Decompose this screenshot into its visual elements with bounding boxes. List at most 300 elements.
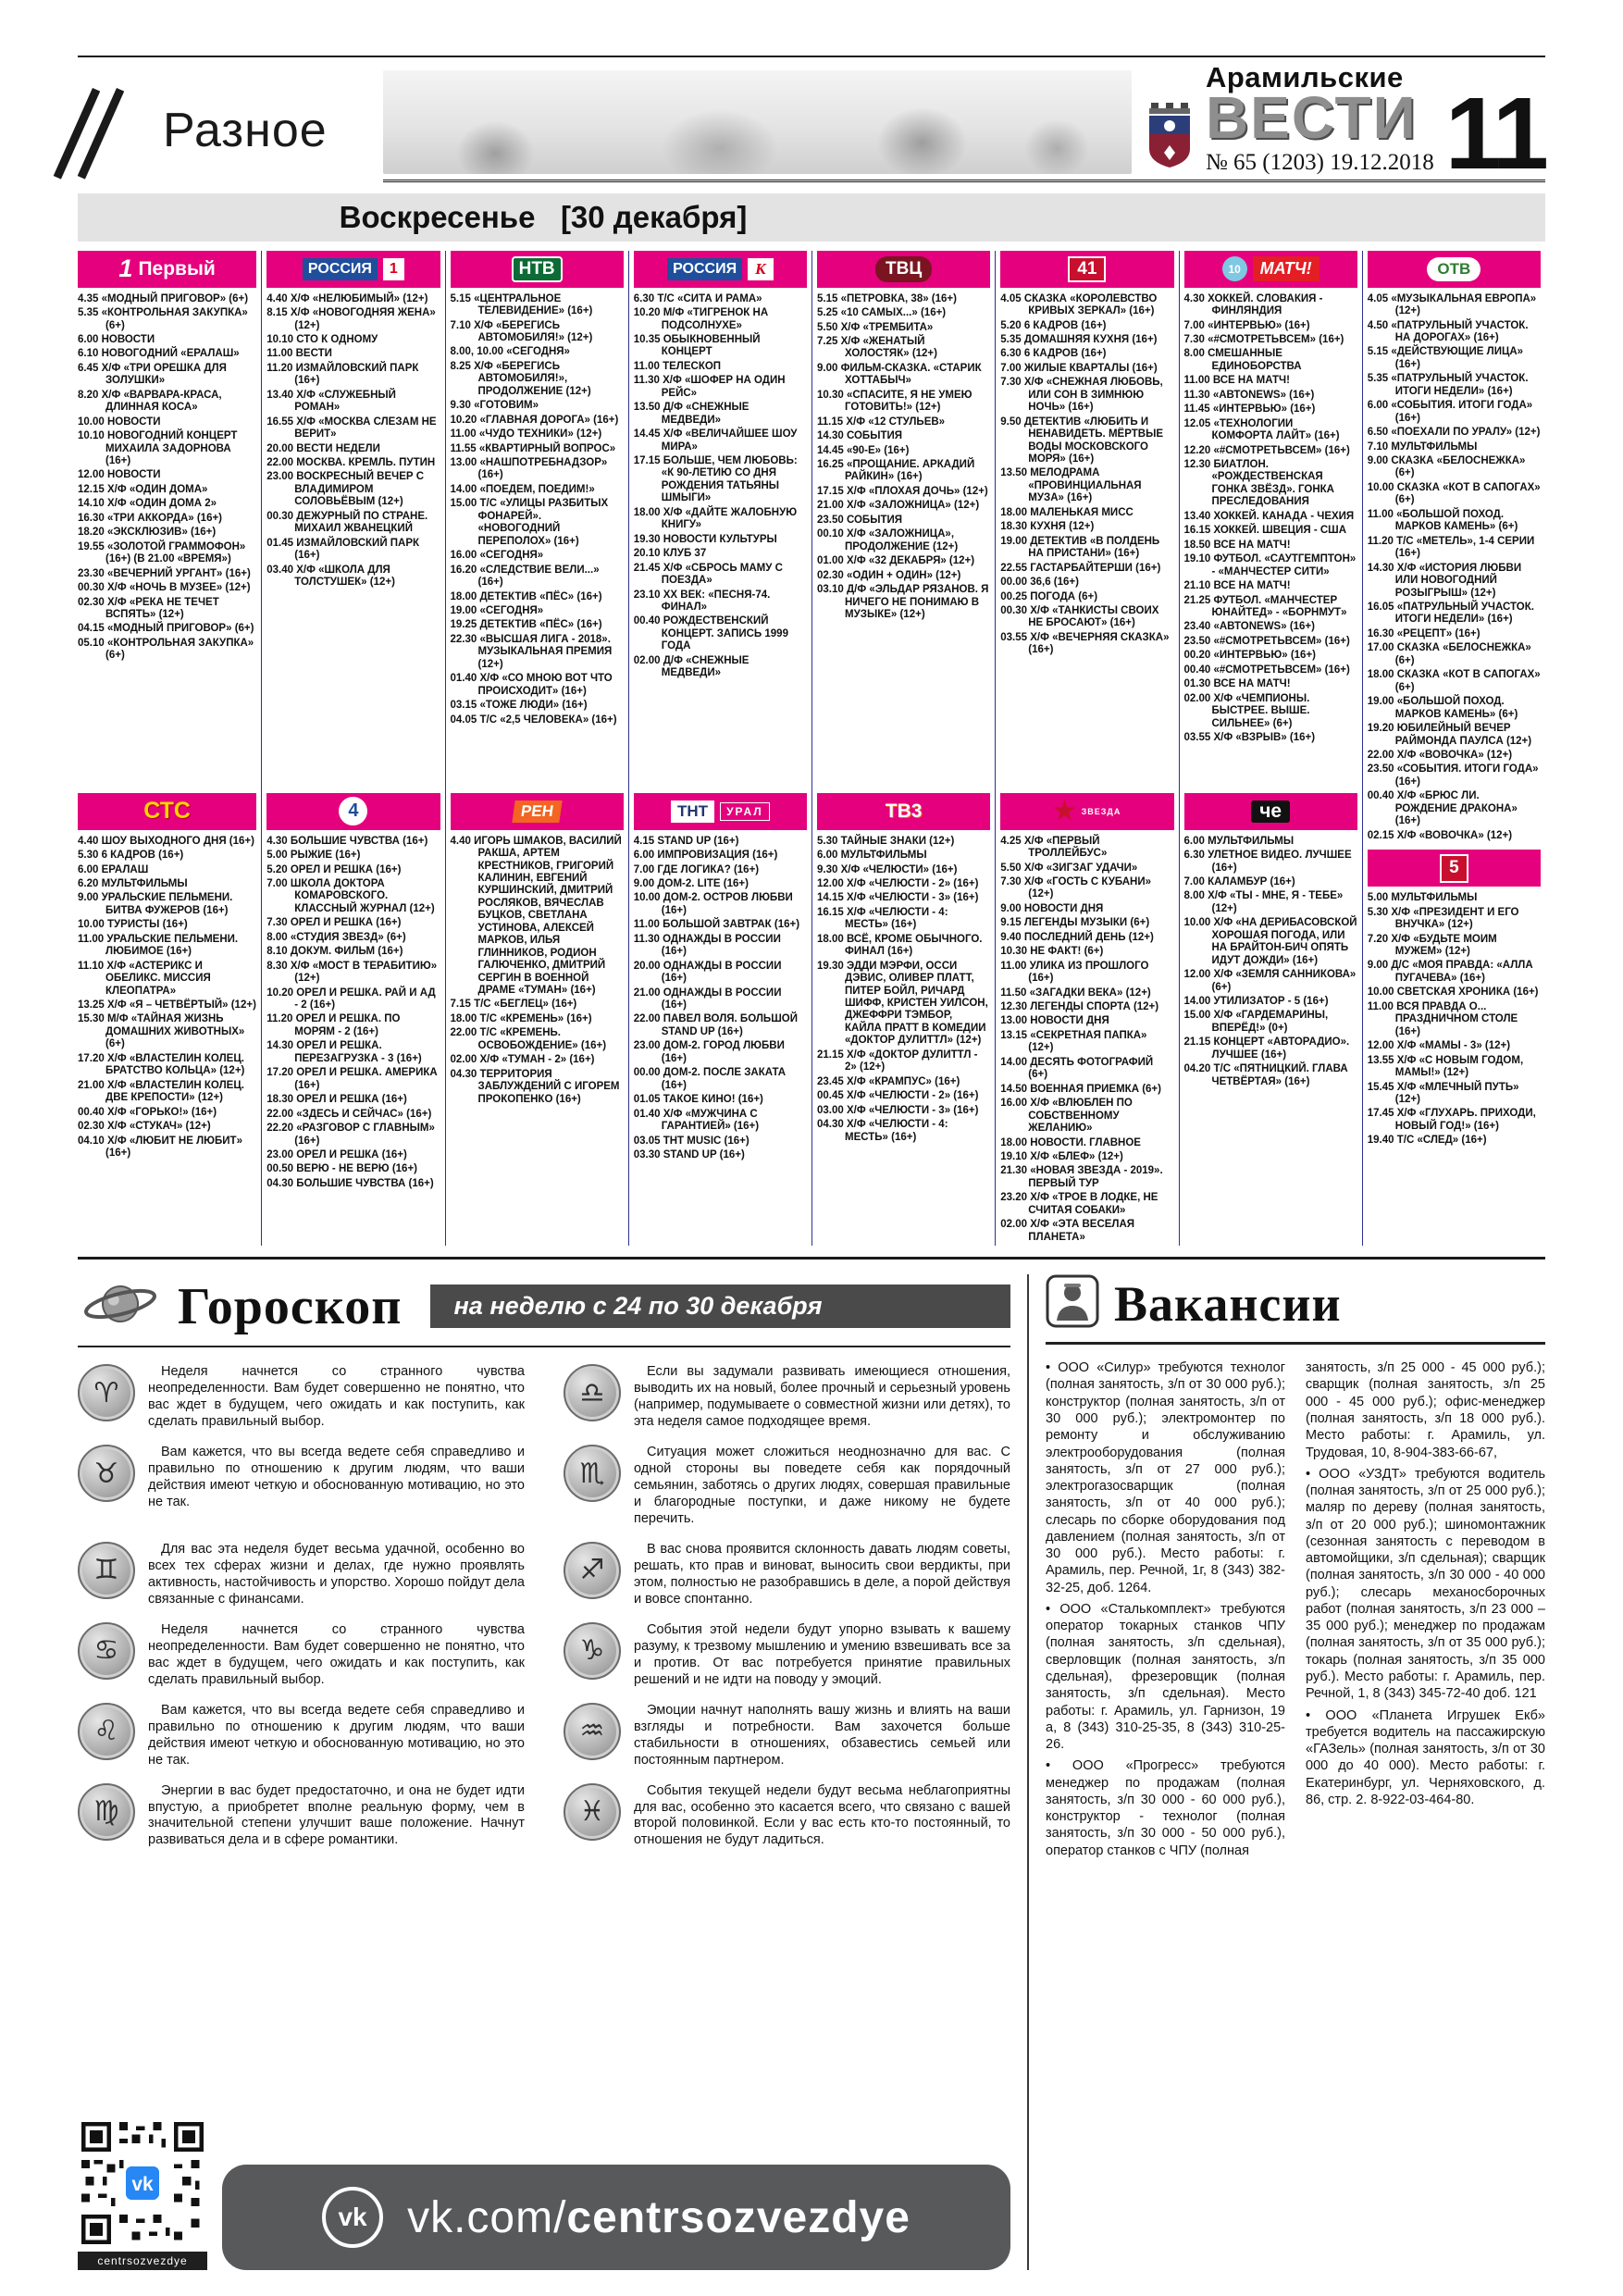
horoscope-entry-aquarius [564, 1703, 1010, 1769]
program-item: 11.30 Х/Ф «ШОФЕР НА ОДИН РЕЙС» [633, 375, 786, 399]
channel-header-zvezda [1000, 793, 1173, 830]
program-item: 11.00 УРАЛЬСКИЕ ПЕЛЬМЕНИ. ЛЮБИМОЕ (16+) [78, 933, 239, 958]
program-item: 21.25 ФУТБОЛ. «МАНЧЕСТЕР ЮНАЙТЕД» - «БОРНМУТ» [1183, 594, 1347, 619]
program-item: 11.30 «АВТОNEWS» (16+) [1183, 389, 1315, 401]
program-item: 9.00 СКАЗКА «БЕЛОСНЕЖКА» (6+) [1367, 455, 1526, 479]
section-title: Разное [163, 103, 328, 157]
saturn-planet-icon [78, 1274, 163, 1338]
qr-block [78, 2122, 207, 2270]
horoscope-text: Если вы задумали развивать имеющиеся отношения, выводить их на новый, более прочный и серьезный уровень (например, подумываете о совместной жизни или детях), то эта неделя самое подходящее время. [634, 1364, 1010, 1430]
sts-logo-icon: СТС [143, 798, 191, 825]
vacancy-item: • ООО «Силур» требуются технолог (полная занятость, з/п от 30 000 руб.); конструктор (полная занятость, з/п от 30 000 руб.); электромонтер по ремонту и обслуживанию электрооборудования (полная занятость, з/п от 27 000 руб.); электрогазосварщик (полная занятость, з/п от 40 000 руб.); слесарь по сборке оборудования под давлением (полная занятость, з/п от 30 000 руб.). Место работы: г. Арамиль, пер. Речной, 1г, 8 (343) 382-32-25, доб. 1264. [1046, 1360, 1285, 1595]
program-item: 5.35 «ПАТРУЛЬНЫЙ УЧАСТОК. ИТОГИ НЕДЕЛИ» (16+) [1367, 373, 1529, 397]
horoscope-entry-taurus [78, 1445, 525, 1528]
program-item: 00.30 ДЕЖУРНЫЙ ПО СТРАНЕ. МИХАИЛ ЖВАНЕЦКИЙ [266, 510, 428, 535]
horoscope-text: Неделя начнется со странного чувства неопределенности. Вам будет совершенно не понятно, что вас ждет в будущем, чего ожидать и как поступить, как сделать правильный выбор. [148, 1621, 525, 1687]
program-item: 02.30 «ОДИН + ОДИН» (12+) [817, 569, 961, 581]
program-item: 5.30 6 КАДРОВ (16+) [78, 850, 184, 862]
program-item: 5.30 Х/Ф «ПРЕЗИДЕНТ И ЕГО ВНУЧКА» (12+) [1367, 906, 1519, 931]
otv-logo-icon: ОТВ [1427, 257, 1481, 281]
program-item: 11.55 «КВАРТИРНЫЙ ВОПРОС» [450, 442, 616, 454]
program-item: 6.00 «СОБЫТИЯ. ИТОГИ ГОДА» (16+) [1367, 400, 1533, 424]
program-item: 10.00 Х/Ф «НА ДЕРИБАСОВСКОЙ ХОРОШАЯ ПОГОДА, ИЛИ НА БРАЙТОН-БИЧ ОПЯТЬ ИДУТ ДОЖДИ» (16+) [1183, 917, 1357, 966]
program-item: 13.15 «СЕКРЕТНАЯ ПАПКА» (12+) [1000, 1029, 1147, 1054]
vk-url [407, 2192, 911, 2243]
program-item: 10.00 ТУРИСТЫ (16+) [78, 919, 188, 931]
program-item: 6.00 МУЛЬТФИЛЬМЫ [817, 850, 927, 862]
program-item: 00.20 «ИНТЕРВЬЮ» (16+) [1183, 650, 1316, 662]
rossiya-logo-icon: РОССИЯ [667, 258, 742, 280]
tv-column-3 [445, 251, 628, 1247]
qr-label: centrsozvezdye [78, 2252, 207, 2270]
program-item: 11.15 Х/Ф «12 СТУЛЬЕВ» [817, 416, 946, 428]
program-item: 7.20 Х/Ф «БУДЬТЕ МОИМ МУЖЕМ» (12+) [1367, 933, 1497, 957]
program-item: 11.20 ОРЕЛ И РЕШКА. ПО МОРЯМ - 2 (16+) [266, 1013, 401, 1037]
program-item: 02.15 Х/Ф «ВОВОЧКА» (12+) [1367, 829, 1513, 841]
10-kanal-logo-icon: 10 [1222, 256, 1247, 281]
program-item: 9.50 ДЕТЕКТИВ «ЛЮБИТЬ И НЕНАВИДЕТЬ. МЁРТВЫЕ ВОДЫ МОСКОВСКОГО МОРЯ» (16+) [1000, 416, 1163, 465]
program-item: 00.40 Х/Ф «ГОРЬКО!» (16+) [78, 1106, 217, 1118]
program-item: 04.15 «МОДНЫЙ ПРИГОВОР» (6+) [78, 623, 254, 635]
program-item: 5.15 «ЦЕНТРАЛЬНОЕ ТЕЛЕВИДЕНИЕ» (16+) [450, 292, 593, 317]
program-item: 16.55 Х/Ф «МОСКВА СЛЕЗАМ НЕ ВЕРИТ» [266, 416, 437, 441]
program-list-sts [78, 836, 256, 1160]
program-item: 5.15 «ПЕТРОВКА, 38» (16+) [817, 292, 957, 304]
program-item: 10.20 М/Ф «ТИГРЕНОК НА ПОДСОЛНУХЕ» [633, 307, 769, 331]
program-item: 12.00 Х/Ф «ЗЕМЛЯ САННИКОВА» (6+) [1183, 969, 1357, 993]
program-item: 11.20 ИЗМАЙЛОВСКИЙ ПАРК (16+) [266, 362, 419, 387]
horoscope-entry-virgo [78, 1783, 525, 1850]
program-item: 21.45 Х/Ф «СБРОСЬ МАМУ С ПОЕЗДА» [633, 562, 783, 587]
program-item: 18.00 НОВОСТИ. ГЛАВНОЕ [1000, 1136, 1141, 1148]
program-item: 22.55 ГАСТАРБАЙТЕРШИ (16+) [1000, 562, 1161, 574]
channel-header-sts [78, 793, 256, 830]
program-item: 10.20 ОРЕЛ И РЕШКА. РАЙ И АД - 2 (16+) [266, 987, 436, 1011]
rossiya-logo-icon: РОССИЯ [303, 258, 378, 280]
channel-header-pervy [78, 251, 256, 288]
channel-header-tnt-ural [634, 793, 807, 830]
program-item: 01.45 ИЗМАЙЛОВСКИЙ ПАРК (16+) [266, 537, 420, 562]
program-item: 18.00 Х/Ф «ДАЙТЕ ЖАЛОБНУЮ КНИГУ» [633, 506, 798, 531]
program-item: 18.30 ОРЕЛ И РЕШКА (16+) [266, 1094, 407, 1106]
city-crest-icon [1145, 101, 1195, 174]
tnt-logo-icon: ТНТ [671, 800, 714, 823]
program-list-tnt-ural [634, 836, 807, 1162]
program-item: 03.55 Х/Ф «ВЗРЫВ» (16+) [1183, 732, 1316, 744]
program-item: 19.10 Х/Ф «БЛЕФ» (12+) [1000, 1151, 1123, 1163]
program-item: 02.00 Х/Ф «ЭТА ВЕСЕЛАЯ ПЛАНЕТА» [1000, 1219, 1135, 1243]
program-item: 16.15 Х/Ф «ЧЕЛЮСТИ - 4: МЕСТЬ» (16+) [817, 906, 948, 931]
program-item: 14.10 Х/Ф «ОДИН ДОМА 2» [78, 498, 217, 510]
vacancy-item: занятость, з/п 25 000 - 45 000 руб.); сварщик (полная занятость, з/п 25 000 - 45 000 руб.); офис-менеджер (полная занятость, з/п 18 000 руб.). Место работы: г. Арамиль, ул. Трудовая, 10, 8-904-383-66-67, [1306, 1360, 1545, 1460]
zodiac-symbol: ♏ [579, 1457, 605, 1490]
program-item: 12.30 ЛЕГЕНДЫ СПОРТА (12+) [1000, 1001, 1159, 1013]
kultura-k-icon: К [748, 258, 774, 280]
program-item: 11.00 «БОЛЬШОЙ ПОХОД. МАРКОВ КАМЕНЬ» (6+) [1367, 508, 1518, 533]
program-item: 01.30 ВСЕ НА МАТЧ! [1183, 678, 1291, 690]
zodiac-symbol: ♋ [93, 1634, 119, 1668]
5-kanal-logo-icon: 5 [1440, 854, 1468, 883]
horoscope-text: Для вас эта неделя будет весьма удачной, особенно во всех тех сферах жизни и делах, где нужно проявлять активность, настойчивость и упорство. Хорошо пойдут дела связанные с финансами. [148, 1541, 525, 1607]
program-item: 10.10 НОВОГОДНИЙ КОНЦЕРТ МИХАИЛА ЗАДОРНОВА (16+) [78, 430, 238, 467]
program-item: 17.45 Х/Ф «ГЛУХАРЬ. ПРИХОДИ, НОВЫЙ ГОД!» (16+) [1367, 1108, 1536, 1132]
zodiac-gemini-icon [78, 1542, 135, 1599]
program-item: 17.15 Х/Ф «ПЛОХАЯ ДОЧЬ» (12+) [817, 485, 988, 497]
program-item: 10.00 НОВОСТИ [78, 416, 161, 428]
program-item: 00.00 ДОМ-2. ПОСЛЕ ЗАКАТА (16+) [633, 1067, 787, 1091]
program-item: 14.00 УТИЛИЗАТОР - 5 (16+) [1183, 996, 1329, 1008]
program-item: 12.15 Х/Ф «ОДИН ДОМА» [78, 483, 208, 495]
program-item: 11.00 УЛИКА ИЗ ПРОШЛОГО (16+) [1000, 960, 1149, 985]
horoscope-title: Гороскоп [178, 1277, 403, 1335]
program-item: 4.40 ШОУ ВЫХОДНОГО ДНЯ (16+) [78, 835, 254, 847]
channel-header-rossiya-k [634, 251, 807, 288]
horoscope-entry-aries [78, 1364, 525, 1431]
program-item: 03.00 Х/Ф «ЧЕЛЮСТИ - 3» (16+) [817, 1104, 979, 1116]
horoscope-entries [78, 1364, 1010, 1863]
program-item: 13.50 МЕЛОДРАМА «ПРОВИНЦИАЛЬНАЯ МУЗА» (16+) [1000, 467, 1142, 504]
channel-header-tvc [817, 251, 990, 288]
program-item: 6.10 НОВОГОДНИЙ «ЕРАЛАШ» [78, 348, 240, 360]
horoscope-entry-leo [78, 1703, 525, 1769]
program-item: 16.20 «СЛЕДСТВИЕ ВЕЛИ...» (16+) [450, 564, 600, 589]
horoscope-text: В вас снова проявится склонность давать людям советы, решать, кто прав и виноват, выносить свои вердикты, при этом, полностью не разобравшись в деле, а порой действуя и вовсе спонтанно. [634, 1541, 1010, 1607]
program-item: 17.20 ОРЕЛ И РЕШКА. АМЕРИКА (16+) [266, 1067, 438, 1091]
program-item: 9.40 ПОСЛЕДНИЙ ДЕНЬ (12+) [1000, 931, 1154, 943]
vacancies-title: Вакансии [1114, 1275, 1342, 1332]
program-item: 15.00 Т/С «УЛИЦЫ РАЗБИТЫХ ФОНАРЕЙ». «НОВОГОДНИЙ ПЕРЕПОЛОХ» (16+) [450, 498, 609, 547]
program-item: 13.40 Х/Ф «СЛУЖЕБНЫЙ РОМАН» [266, 389, 396, 414]
program-item: 19.00 «СЕГОДНЯ» [450, 605, 544, 617]
program-item: 9.00 УРАЛЬСКИЕ ПЕЛЬМЕНИ. БИТВА ФУЖЕРОВ (16+) [78, 892, 233, 916]
program-item: 14.30 ОРЕЛ И РЕШКА. ПЕРЕЗАГРУЗКА - 3 (16+) [266, 1040, 422, 1064]
zodiac-symbol: ♈ [93, 1376, 119, 1409]
program-item: 7.30 ОРЕЛ И РЕШКА (16+) [266, 917, 402, 929]
tv-column-5 [812, 251, 995, 1247]
program-item: 5.00 МУЛЬТФИЛЬМЫ [1367, 892, 1478, 904]
program-item: 5.20 6 КАДРОВ (16+) [1000, 319, 1107, 331]
program-item: 8.20 Х/Ф «ВАРВАРА-КРАСА, ДЛИННАЯ КОСА» [78, 389, 222, 414]
program-item: 21.00 Х/Ф «ЗАЛОЖНИЦА» (12+) [817, 500, 980, 512]
program-item: 9.00 НОВОСТИ ДНЯ [1000, 902, 1104, 914]
program-item: 5.50 Х/Ф «ЗИГЗАГ УДАЧИ» [1000, 862, 1138, 874]
tv-column-6 [995, 251, 1178, 1247]
program-item: 11.00 БОЛЬШОЙ ЗАВТРАК (16+) [633, 919, 800, 931]
zodiac-symbol: ♊ [93, 1554, 119, 1587]
program-item: 6.00 НОВОСТИ [78, 333, 155, 345]
program-item: 7.00 ЖИЛЫЕ КВАРТАЛЫ (16+) [1000, 362, 1158, 374]
program-item: 4.30 ХОККЕЙ. СЛОВАКИЯ - ФИНЛЯНДИЯ [1183, 292, 1323, 317]
program-item: 21.00 ОДНАЖДЫ В РОССИИ (16+) [633, 987, 782, 1011]
program-item: 13.55 Х/Ф «С НОВЫМ ГОДОМ, МАМЫ!» (12+) [1367, 1054, 1524, 1079]
program-item: 11.45 «ИНТЕРВЬЮ» (16+) [1183, 403, 1316, 416]
program-item: 23.50 «#СМОТРЕТЬВСЕМ» (16+) [1183, 635, 1350, 647]
program-item: 12.30 БИАТЛОН. «РОЖДЕСТВЕНСКАЯ ГОНКА ЗВЁЗД». ГОНКА ПРЕСЛЕДОВАНИЯ [1183, 459, 1334, 508]
program-item: 4.05 СКАЗКА «КОРОЛЕВСТВО КРИВЫХ ЗЕРКАЛ» (16+) [1000, 292, 1158, 317]
vacancies-columns [1046, 1359, 1545, 1864]
program-item: 8.00 «СТУДИЯ ЗВЕЗД» (6+) [266, 931, 406, 943]
program-item: 13.50 Д/Ф «СНЕЖНЫЕ МЕДВЕДИ» [633, 402, 750, 426]
horoscope-entry-scorpio [564, 1445, 1010, 1528]
program-item: 00.30 Х/Ф «ТАНКИСТЫ СВОИХ НЕ БРОСАЮТ» (16+) [1000, 605, 1159, 629]
program-item: 5.20 ОРЕЛ И РЕШКА (16+) [266, 863, 402, 875]
program-item: 9.00 ФИЛЬМ-СКАЗКА. «СТАРИК ХОТТАБЫЧ» [817, 362, 982, 387]
program-item: 03.55 Х/Ф «ВЕЧЕРНЯЯ СКАЗКА» (16+) [1000, 631, 1170, 656]
program-item: 02.00 Х/Ф «ТУМАН - 2» (16+) [450, 1054, 595, 1066]
horoscope-text: Энергии в вас будет предостаточно, и она не будет идти впустую, а приобретет вполне реальную форму, чем в значительной степени улучшит ваше положение. Начнут развиваться дела и в сфере романтики. [148, 1782, 525, 1848]
program-item: 19.20 ЮБИЛЕЙНЫЙ ВЕЧЕР РАЙМОНДА ПАУЛСА (12+) [1367, 723, 1532, 747]
program-item: 14.45 Х/Ф «ВЕЛИЧАЙШЕЕ ШОУ МИРА» [633, 428, 798, 453]
program-item: 7.00 ГДЕ ЛОГИКА? (16+) [633, 863, 760, 875]
program-item: 00.10 Х/Ф «ЗАЛОЖНИЦА», ПРОДОЛЖЕНИЕ (12+) [817, 528, 959, 552]
program-item: 12.05 «ТЕХНОЛОГИИ КОМФОРТА ЛАЙТ» (16+) [1183, 417, 1340, 442]
program-item: 5.25 «10 САМЫХ...» (16+) [817, 307, 947, 319]
program-list-5-kanal [1368, 892, 1541, 1148]
program-item: 11.20 Т/С «МЕТЕЛЬ», 1-4 СЕРИИ (16+) [1367, 535, 1535, 560]
channel-header-5-kanal [1368, 850, 1541, 887]
zodiac-scorpio-icon [564, 1445, 621, 1502]
program-item: 7.30 Х/Ф «ГОСТЬ С КУБАНИ» (12+) [1000, 875, 1151, 900]
program-item: 18.00 ДЕТЕКТИВ «ПЁС» (16+) [450, 590, 602, 602]
double-slash-icon [85, 88, 144, 173]
program-item: 4.25 Х/Ф «ПЕРВЫЙ ТРОЛЛЕЙБУС» [1000, 835, 1108, 860]
program-item: 4.35 «МОДНЫЙ ПРИГОВОР» (6+) [78, 292, 249, 304]
program-item: 7.00 «ИНТЕРВЬЮ» (16+) [1183, 319, 1310, 331]
program-item: 6.20 МУЛЬТФИЛЬМЫ [78, 877, 188, 889]
program-item: 02.00 Д/Ф «СНЕЖНЫЕ МЕДВЕДИ» [633, 654, 750, 679]
program-item: 21.15 Х/Ф «ДОКТОР ДУЛИТТЛ - 2» (12+) [817, 1049, 978, 1074]
tv-column-1 [78, 251, 261, 1247]
program-item: 4.05 «МУЗЫКАЛЬНАЯ ЕВРОПА» (12+) [1367, 292, 1537, 317]
program-item: 02.30 Х/Ф «РЕКА НЕ ТЕЧЕТ ВСПЯТЬ» (12+) [78, 596, 219, 621]
program-item: 7.00 КАЛАМБУР (16+) [1183, 875, 1295, 887]
program-item: 4.30 БОЛЬШИЕ ЧУВСТВА (16+) [266, 835, 428, 847]
program-item: 19.25 ДЕТЕКТИВ «ПЁС» (16+) [450, 619, 602, 631]
header-photo [383, 70, 1132, 174]
footer-strip [78, 2098, 1010, 2270]
program-item: 02.30 Х/Ф «СТУКАЧ» (12+) [78, 1121, 211, 1133]
person-icon [1046, 1274, 1099, 1333]
masthead [1132, 61, 1545, 191]
match-logo-icon: МАТЧ! [1253, 256, 1319, 281]
program-item: 12.00 НОВОСТИ [78, 469, 161, 481]
tv-column-4 [628, 251, 812, 1247]
program-item: 18.20 «ЭКСКЛЮЗИВ» (16+) [78, 527, 217, 539]
program-item: 7.00 ШКОЛА ДОКТОРА КОМАРОВСКОГО. КЛАССНЫЙ ЖУРНАЛ (12+) [266, 877, 435, 914]
tv-grid [78, 251, 1545, 1260]
program-list-4-kanal [266, 836, 440, 1191]
zodiac-taurus-icon [78, 1445, 135, 1502]
zodiac-symbol: ♒ [579, 1715, 605, 1748]
program-item: 22.00 МОСКВА. КРЕМЛЬ. ПУТИН [266, 457, 436, 469]
vacancies-col-2 [1306, 1359, 1545, 1864]
program-item: 6.30 Т/С «СИТА И РАМА» [633, 292, 762, 304]
zodiac-symbol: ♎ [579, 1376, 605, 1409]
program-item: 13.25 Х/Ф «Я – ЧЕТВЁРТЫЙ» (12+) [78, 999, 256, 1011]
program-item: 23.40 «АВТОNEWS» (16+) [1183, 621, 1315, 633]
horoscope-entry-gemini [78, 1542, 525, 1608]
masthead-city: Арамильские [1205, 61, 1404, 93]
zodiac-aries-icon [78, 1364, 135, 1421]
page-header [78, 56, 1545, 191]
program-item: 14.45 «90-Е» (16+) [817, 444, 910, 456]
zodiac-capricorn-icon [564, 1622, 621, 1680]
program-item: 23.45 Х/Ф «КРАМПУС» (16+) [817, 1075, 960, 1087]
program-item: 23.50 СОБЫТИЯ [817, 514, 903, 526]
program-item: 23.30 «ВЕЧЕРНИЙ УРГАНТ» (16+) [78, 567, 251, 579]
program-item: 14.30 СОБЫТИЯ [817, 430, 903, 442]
program-item: 6.30 6 КАДРОВ (16+) [1000, 348, 1107, 360]
program-item: 5.35 ДОМАШНЯЯ КУХНЯ (16+) [1000, 333, 1158, 345]
program-item: 19.40 Т/С «СЛЕД» (16+) [1367, 1135, 1487, 1147]
program-list-tvc [817, 293, 990, 786]
program-item: 11.50 «ЗАГАДКИ ВЕКА» (12+) [1000, 987, 1151, 999]
program-item: 11.00 «ЧУДО ТЕХНИКИ» (12+) [450, 428, 602, 441]
horoscope-subtitle: на неделю с 24 по 30 декабря [430, 1285, 1011, 1328]
program-item: 9.00 Д/С «МОЯ ПРАВДА: «АЛЛА ПУГАЧЕВА» (16+) [1367, 960, 1533, 984]
program-item: 22.20 «РАЗГОВОР С ГЛАВНЫМ» (16+) [266, 1123, 435, 1147]
program-item: 5.50 Х/Ф «ТРЕМБИТА» [817, 321, 934, 333]
program-item: 4.15 STAND UP (16+) [633, 835, 739, 847]
program-item: 23.00 ОРЕЛ И РЕШКА (16+) [266, 1149, 407, 1161]
horoscope-text: Эмоции начнут наполнять вашу жизнь и влиять на ваши взгляды и потребности. Вам захочется больше стабильности в отношениях, обзавестись семьей или постоянным партнером. [634, 1702, 1010, 1768]
vertical-divider [1027, 1274, 1029, 2270]
zodiac-cancer-icon [78, 1622, 135, 1680]
issue-number: № 65 (1203) 19.12.2018 [1205, 149, 1434, 175]
horoscope-entry-pisces [564, 1783, 1010, 1850]
horoscope-text: Вам кажется, что вы всегда ведете себя справедливо и правильно по отношению к другим людям, что ваши действия имеют четкую и обоснованную мотивацию, но это не так. [148, 1702, 525, 1768]
program-item: 00.00 36,6 (16+) [1000, 577, 1079, 589]
program-item: 8.00, 10.00 «СЕГОДНЯ» [450, 346, 570, 358]
program-item: 15.45 Х/Ф «МЛЕЧНЫЙ ПУТЬ» (12+) [1367, 1081, 1519, 1105]
channel-header-ren [451, 793, 624, 830]
program-item: 12.00 Х/Ф «МАМЫ - 3» (12+) [1367, 1040, 1511, 1052]
program-item: 02.00 Х/Ф «ЧЕМПИОНЫ. БЫСТРЕЕ. ВЫШЕ. СИЛЬНЕЕ» (6+) [1183, 692, 1310, 729]
program-item: 03.15 «ТОЖЕ ЛЮДИ» (16+) [450, 700, 588, 712]
channel-header-rossiya-1 [266, 251, 440, 288]
program-list-otv [1368, 293, 1541, 843]
zvezda-star-icon: ★ [1053, 797, 1076, 825]
program-item: 04.30 БОЛЬШИЕ ЧУВСТВА (16+) [266, 1177, 434, 1189]
vk-banner [222, 2165, 1010, 2270]
program-item: 8.10 ДОКУМ. ФИЛЬМ (16+) [266, 946, 403, 958]
zodiac-symbol: ♑ [579, 1634, 605, 1668]
program-item: 11.00 ВЕСТИ [266, 348, 332, 360]
zodiac-symbol: ♉ [93, 1457, 119, 1490]
program-item: 11.00 ТЕЛЕСКОП [633, 360, 722, 372]
zodiac-virgo-icon [78, 1783, 135, 1841]
horoscope-text: События текущей недели будут весьма неблагоприятны для вас, особенно это касается всего, что связано с вашей второй половинкой. Если у вас есть кто-то постоянный, то отношения не будут ладиться. [634, 1782, 1010, 1848]
zodiac-sagittarius-icon [564, 1542, 621, 1599]
channel-header-che [1184, 793, 1357, 830]
program-item: 6.50 «ПОЕХАЛИ ПО УРАЛУ» (12+) [1367, 427, 1541, 439]
program-item: 04.20 Т/С «ПЯТНИЦКИЙ. ГЛАВА ЧЕТВЁРТАЯ» (16+) [1183, 1063, 1348, 1087]
program-item: 9.15 ЛЕГЕНДЫ МУЗЫКИ (6+) [1000, 917, 1150, 929]
program-list-ntv [451, 293, 624, 786]
program-item: 03.05 ТНТ MUSIC (16+) [633, 1135, 750, 1147]
program-item: 8.30 Х/Ф «МОСТ В ТЕРАБИТИЮ» (12+) [266, 960, 438, 985]
program-item: 22.00 Т/С «КРЕМЕНЬ. ОСВОБОЖДЕНИЕ» (16+) [450, 1027, 607, 1051]
4-kanal-logo-icon: 4 [339, 797, 367, 825]
vacancy-item: • ООО «Планета Игрушек Екб» требуется водитель на пассажирскую «ГАЗель» (полная занятость, з/п от 30 000 до 40 000). Место работы: г. Екатеринбург, ул. Черняховского, д. 86, стр. 2. 8-922-03-464-80. [1306, 1707, 1545, 1807]
program-list-che [1184, 836, 1357, 1089]
program-item: 10.00 ДОМ-2. ОСТРОВ ЛЮБВИ (16+) [633, 892, 793, 916]
program-item: 5.35 «КОНТРОЛЬНАЯ ЗАКУПКА» (6+) [78, 307, 248, 331]
program-item: 04.30 ТЕРРИТОРИЯ ЗАБЛУЖДЕНИЙ С ИГОРЕМ ПРОКОПЕНКО (16+) [450, 1068, 620, 1105]
program-item: 22.00 Х/Ф «ВОВОЧКА» (12+) [1367, 750, 1513, 761]
program-item: 04.10 Х/Ф «ЛЮБИТ НЕ ЛЮБИТ» (16+) [78, 1135, 242, 1160]
section-label [78, 64, 383, 182]
program-item: 5.30 ТАЙНЫЕ ЗНАКИ (12+) [817, 835, 955, 847]
program-item: 20.00 ОДНАЖДЫ В РОССИИ (16+) [633, 960, 782, 985]
program-item: 23.10 XX ВЕК: «ПЕСНЯ-74. ФИНАЛ» [633, 589, 771, 614]
program-item: 00.25 ПОГОДА (6+) [1000, 590, 1098, 602]
masthead-titles [1206, 63, 1434, 174]
program-item: 13.00 НОВОСТИ ДНЯ [1000, 1015, 1109, 1027]
program-item: 16.15 ХОККЕЙ. ШВЕЦИЯ - США [1183, 525, 1347, 537]
program-item: 14.30 Х/Ф «ИСТОРИЯ ЛЮБВИ ИЛИ НОВОГОДНИЙ РОЗЫГРЫШ» (12+) [1367, 562, 1522, 599]
program-item: 7.15 Т/С «БЕГЛЕЦ» (16+) [450, 999, 577, 1011]
rossiya-1-icon: 1 [383, 258, 404, 280]
program-item: 04.05 Т/С «2,5 ЧЕЛОВЕКА» (16+) [450, 714, 617, 726]
program-item: 19.10 ФУТБОЛ. «САУТГЕМПТОН» - «МАНЧЕСТЕР СИТИ» [1183, 553, 1357, 577]
program-item: 21.15 КОНЦЕРТ «АВТОРАДИО». ЛУЧШЕЕ (16+) [1183, 1036, 1350, 1061]
program-item: 7.30 Х/Ф «СНЕЖНАЯ ЛЮБОВЬ, ИЛИ СОН В ЗИМНЮЮ НОЧЬ» (16+) [1000, 377, 1163, 414]
program-item: 6.45 Х/Ф «ТРИ ОРЕШКА ДЛЯ ЗОЛУШКИ» [78, 362, 227, 387]
program-item: 9.30 «ГОТОВИМ» [450, 400, 539, 412]
program-item: 15.00 Х/Ф «ГАРДЕМАРИНЫ, ВПЕРЁД!» (0+) [1183, 1010, 1329, 1034]
program-item: 18.50 ВСЕ НА МАТЧ! [1183, 539, 1291, 551]
program-item: 22.00 «ЗДЕСЬ И СЕЙЧАС» (16+) [266, 1108, 432, 1120]
program-item: 6.00 МУЛЬТФИЛЬМЫ [1183, 835, 1295, 847]
vacancy-item: • ООО «Прогресс» требуются менеджер по продажам (полная занятость, з/п 30 000 - 60 000 руб.), конструктор - технолог (полная занятость, з/п 30 000 - 50 000 руб.), оператор станков с ЧПУ (полная [1046, 1758, 1285, 1858]
program-item: 05.10 «КОНТРОЛЬНАЯ ЗАКУПКА» (6+) [78, 637, 254, 662]
vacancy-item: • ООО «Сталькомплект» требуются оператор токарных станков ЧПУ (полная занятость, з/п сдельная), сверловщик (полная занятость, з/п сдельная), фрезеровщик (полная занятость, з/п сдельная). Место работы: г. Арамиль, ул. Гарнизон, 19 а, 8 (343) 310-25-35, 8 (343) 310-25-26. [1046, 1601, 1285, 1753]
program-item: 8.00 СМЕШАННЫЕ ЕДИНОБОРСТВА [1183, 348, 1302, 372]
program-item: 8.15 Х/Ф «НОВОГОДНЯЯ ЖЕНА» (12+) [266, 307, 436, 331]
program-item: 21.00 Х/Ф «ВЛАСТЕЛИН КОЛЕЦ. ДВЕ КРЕПОСТИ» (12+) [78, 1079, 244, 1104]
41-kanal-logo-icon: 41 [1068, 256, 1106, 282]
program-item: 14.50 ВОЕННАЯ ПРИЕМКА (6+) [1000, 1083, 1161, 1095]
horoscope-entry-libra [564, 1364, 1010, 1431]
program-item: 03.10 Д/Ф «ЭЛЬДАР РЯЗАНОВ. Я НИЧЕГО НЕ ПОНИМАЮ В МУЗЫКЕ» (12+) [817, 584, 989, 621]
tv-column-7 [1179, 251, 1362, 1247]
program-item: 00.45 Х/Ф «ЧЕЛЮСТИ - 2» (16+) [817, 1090, 979, 1102]
program-item: 10.30 НЕ ФАКТ! (6+) [1000, 946, 1104, 958]
vk-url-prefix: vk.com/ [407, 2192, 567, 2242]
program-item: 17.00 СКАЗКА «БЕЛОСНЕЖКА» (6+) [1367, 642, 1531, 666]
program-item: 22.00 ПАВЕЛ ВОЛЯ. БОЛЬШОЙ STAND UP (16+) [633, 1013, 798, 1037]
program-item: 8.25 Х/Ф «БЕРЕГИСЬ АВТОМОБИЛЯ!», ПРОДОЛЖЕНИЕ (12+) [450, 360, 591, 397]
pervy-name: Первый [138, 257, 216, 279]
program-item: 4.40 ИГОРЬ ШМАКОВ, ВАСИЛИЙ РАКША, АРТЕМ КРЕСТНИКОВ, ГРИГОРИЙ КАЛИНИН, ЕВГЕНИЙ КУРШИНСКИЙ, ДМИТРИЙ РОСЛЯКОВ, ВЯЧЕСЛАВ БУЦКОВ, СВЕТЛАНА УСТИНОВА, АЛЕКСЕЙ МАРКОВ, ИЛЬЯ ГЛИННИКОВ, РОДИОН ГАЛЮЧЕНКО, ДМИТРИЙ СЕРГИН В ВОЕННОЙ ДРАМЕ «ТУМАН» (16+) [450, 835, 622, 997]
program-item: 22.30 «ВЫСШАЯ ЛИГА - 2018». МУЗЫКАЛЬНАЯ ПРЕМИЯ (12+) [450, 633, 613, 670]
channel-header-tv3 [817, 793, 990, 830]
program-item: 16.05 «ПАТРУЛЬНЫЙ УЧАСТОК. ИТОГИ НЕДЕЛИ» (16+) [1367, 602, 1534, 626]
program-item: 03.40 Х/Ф «ШКОЛА ДЛЯ ТОЛСТУШЕК» (12+) [266, 564, 395, 589]
program-list-rossiya-k [634, 293, 807, 786]
horoscope-text: Ситуация может сложиться неоднозначно для вас. С одной стороны вы поведете себя как порядочный семьянин, заботясь о других людях, совершая правильные и благородные поступки, и даже никому не будете перечить. [634, 1445, 1010, 1526]
program-item: 19.00 ДЕТЕКТИВ «В ПОЛДЕНЬ НА ПРИСТАНИ» (16+) [1000, 535, 1160, 560]
program-item: 7.10 МУЛЬТФИЛЬМЫ [1367, 441, 1478, 453]
zodiac-symbol: ♓ [579, 1795, 605, 1829]
program-item: 00.50 ВЕРЮ - НЕ ВЕРЮ (16+) [266, 1163, 417, 1175]
program-item: 6.30 УЛЕТНОЕ ВИДЕО. ЛУЧШЕЕ (16+) [1183, 850, 1352, 874]
zodiac-pisces-icon [564, 1783, 621, 1841]
vacancy-item: • ООО «УЗДТ» требуются водитель (полная занятость, з/п от 25 000 руб.); маляр по дереву (полная занятость, з/п от 20 000 руб.); шиномонтажник (сезонная занятость с переводом в автомойщики, з/п сдельная); сварщик (полная занятость, з/п 30 000 - 40 000 руб.); слесарь механосборочных работ (полная занятость, з/п 23 000 – 35 000 руб.); менеджер по продажам (полная занятость, з/п от 35 000 руб.); токарь (полная занятость, з/п 35 000 руб.). Место работы: г. Арамиль, пер. Речной, 1, 8 (343) 345-72-40 доб. 121 [1306, 1466, 1545, 1702]
qr-code-icon [81, 2122, 204, 2244]
zodiac-symbol: ♍ [93, 1795, 119, 1829]
